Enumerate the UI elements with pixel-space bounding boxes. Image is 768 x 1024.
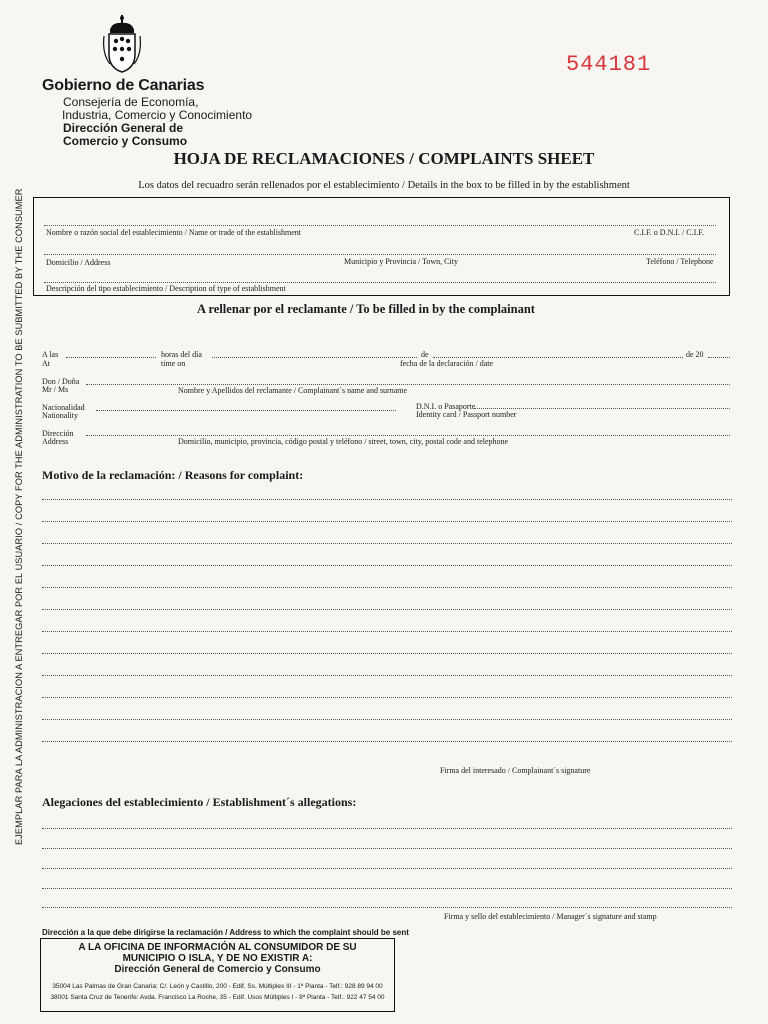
department-line: Industria, Comercio y Conocimiento [62,108,253,122]
address-box [40,938,395,1012]
allegation-line[interactable] [42,868,732,869]
reason-line[interactable] [42,587,732,588]
reason-line[interactable] [42,741,732,742]
complainant-name-field[interactable] [86,384,730,385]
month-field[interactable] [433,357,683,358]
reason-line[interactable] [42,565,732,566]
directorate-line: Dirección General de [63,121,184,135]
year-label: de 20 [686,350,704,359]
complainant-address-label: Domicilio, municipio, provincia, código postal y teléfono / street, town, city, postal code and telephone [178,437,509,446]
id-label-en: Identity card / Passport number [416,410,517,419]
establishment-description-line[interactable] [44,282,716,283]
establishment-name-line[interactable] [44,225,716,226]
date-label: fecha de la declaración / date [400,359,494,368]
reasons-heading: Motivo de la reclamación: / Reasons for complaint: [42,468,304,482]
org-name: Gobierno de Canarias [42,77,205,94]
establishment-name-label: Nombre o razón social del establecimiento / Name or trade of the establishment [46,228,302,237]
reason-line[interactable] [42,521,732,522]
establishment-address-label: Domicilio / Address [46,258,111,267]
de-label: de [421,350,429,359]
mr-label: Mr / Ms [42,385,69,394]
reason-line[interactable] [42,631,732,632]
reason-line[interactable] [42,609,732,610]
allegation-line[interactable] [42,888,732,889]
complainant-heading: A rellenar por el reclamante / To be filled in by the complainant [197,302,535,316]
time-field[interactable] [66,357,156,358]
allegation-line[interactable] [42,907,732,908]
nationality-label-en: Nationality [42,411,78,420]
nationality-label-es: Nacionalidad [42,403,85,412]
vertical-notice-text: EJEMPLAR PARA LA ADMINISTRACION A ENTREGAR POR EL USUARIO / COPY FOR THE ADMINISTRATION TO BE SUBMITTED BY THE CONSUMER [14,188,24,845]
at-label-en: At [42,359,50,368]
reason-line[interactable] [42,653,732,654]
allegation-line[interactable] [42,828,732,829]
address-label-en: Address [42,437,69,446]
address-box-line4: 35004 Las Palmas de Gran Canaria: C/. León y Castillo, 200 - Edif. Ss. Múltiples III - 1ª Planta - Telf.: 928 89 94 00 [52,983,383,990]
reason-line[interactable] [42,675,732,676]
directorate-line: Comercio y Consumo [63,134,188,148]
complainant-address-field[interactable] [86,435,730,436]
manager-signature-label: Firma y sello del establecimiento / Manager´s signature and stamp [444,912,657,921]
time-on-label: time on [161,359,186,368]
address-heading: Dirección a la que debe dirigirse la reclamación / Address to which the complaint should be sent [42,928,409,937]
year-field[interactable] [708,357,730,358]
reason-line[interactable] [42,697,732,698]
hours-label: horas del día [161,350,202,359]
reason-line[interactable] [42,719,732,720]
address-box-line5: 38001 Santa Cruz de Tenerife: Avda. Francisco La Roche, 35 - Edif. Usos Múltiples I - 8ª Planta - Telf.: 922 47 54 00 [50,994,385,1001]
address-box-line1: A LA OFICINA DE INFORMACIÓN AL CONSUMIDOR DE SU [78,942,357,953]
address-box-line2: MUNICIPIO O ISLA, Y DE NO EXISTIR A: [122,953,313,964]
nationality-field[interactable] [96,410,396,411]
reason-line[interactable] [42,543,732,544]
id-label-es: D.N.I. o Pasaporte [416,402,476,411]
phone-label: Teléfono / Telephone [646,257,714,266]
department [63,96,252,122]
page-subtitle: Los datos del recuadro serán rellenados por el establecimiento / Details in the box to be filled in by the establishment [138,180,630,191]
complainant-name-label: Nombre y Apellidos del reclamante / Complainant´s name and surname [178,386,408,395]
serial-number: 544181 [566,52,652,77]
page-title: HOJA DE RECLAMACIONES / COMPLAINTS SHEET [173,149,595,168]
coat-of-arms-icon [100,14,144,74]
allegations-heading: Alegaciones del establecimiento / Establishment´s allegations: [42,795,357,809]
establishment-description-label: Descripción del tipo establecimiento / Description of type of establishment [46,284,286,293]
allegation-line[interactable] [42,848,732,849]
directorate [63,122,187,148]
address-label-es: Dirección [42,429,74,438]
day-field[interactable] [212,357,417,358]
address-box-line3: Dirección General de Comercio y Consumo [114,964,321,975]
at-label-es: A las [42,350,59,359]
establishment-box [33,197,730,296]
department-line: Consejería de Economía, [63,95,199,109]
complainant-signature-label: Firma del interesado / Complainant´s signature [440,766,591,775]
id-field[interactable] [474,408,730,409]
cif-label: C.I.F. o D.N.I. / C.I.F. [634,228,705,237]
establishment-address-line[interactable] [44,254,716,255]
don-label: Don / Doña [42,377,80,386]
reason-line[interactable] [42,499,732,500]
municipality-label: Municipio y Provincia / Town, City [344,257,458,266]
